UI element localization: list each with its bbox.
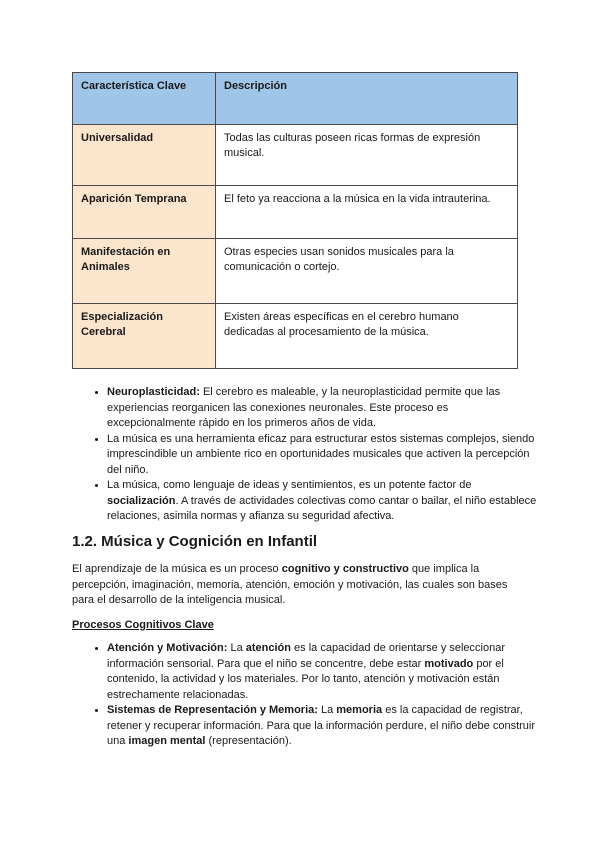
- list-item-text: La: [227, 642, 246, 654]
- table-header-row: [73, 73, 518, 125]
- list-item: [107, 641, 537, 703]
- list-item: [107, 703, 537, 750]
- bold-lead: Neuroplasticidad:: [107, 386, 200, 398]
- table-cell-key: Manifestación en Animales: [73, 239, 216, 304]
- table-cell-key: Aparición Temprana: [73, 186, 216, 239]
- list-item-text: La: [317, 704, 337, 716]
- bold-term: imagen mental: [128, 735, 206, 747]
- table-row: [73, 186, 518, 239]
- table-cell-key: Universalidad: [73, 125, 216, 186]
- table-cell-key: Especialización Cerebral: [73, 304, 216, 369]
- characteristics-table: [72, 72, 518, 369]
- bold-lead: Sistemas de Representación y Memoria:: [107, 704, 318, 716]
- section-intro-paragraph: [72, 562, 522, 609]
- table-cell-description: Todas las culturas poseen ricas formas de expresión musical.: [216, 125, 518, 186]
- table-cell-description: El feto ya reacciona a la música en la vida intrauterina.: [216, 186, 518, 239]
- list-item: [107, 432, 537, 479]
- table-row: [73, 239, 518, 304]
- list-item-text: La música, como lenguaje de ideas y sentimientos, es un potente factor de: [107, 479, 472, 491]
- list-item: [107, 478, 537, 525]
- list-item-text: El cerebro es maleable, y la neuroplasticidad permite que las experiencias reorganicen las conexiones neuronales. Este proceso es excepcionalmente rápido en los primeros años de vida.: [107, 386, 501, 429]
- table-cell-description: Existen áreas específicas en el cerebro humano dedicadas al procesamiento de la música.: [216, 304, 518, 369]
- list-item-text: es la capacidad de orientarse y seleccionar información sensorial. Para que el niño se concentre, debe estar: [107, 642, 506, 670]
- bold-lead: Atención y Motivación:: [107, 642, 228, 654]
- list-item-text: . A través de actividades colectivas como cantar o bailar, el niño establece relaciones, asimila normas y afianza su seguridad afectiva.: [107, 494, 537, 522]
- section-heading: 1.2. Música y Cognición en Infantil: [72, 533, 318, 550]
- table-row: [73, 304, 518, 369]
- intro-text: que implica la percepción, imaginación, memoria, atención, emoción y motivación, las cuales son bases para el desarrollo de la inteligencia musical.: [72, 563, 508, 606]
- subheading-cognitive-processes: Procesos Cognitivos Clave: [72, 619, 214, 631]
- table-cell-description: Otras especies usan sonidos musicales para la comunicación o cortejo.: [216, 239, 518, 304]
- list-item-text: (representación).: [205, 735, 292, 747]
- bold-term: socialización: [107, 494, 176, 507]
- list-item: [107, 385, 537, 432]
- bold-term: memoria: [336, 704, 383, 716]
- list-item-text: es la capacidad de registrar, retener y recuperar información. Para que la información perdure, el niño debe construir una: [107, 704, 536, 747]
- list-item-text: por el contenido, la actividad y los materiales. Por lo tanto, atención y motivación están estrechamente relacionadas.: [107, 657, 504, 701]
- bold-term: cognitivo y constructivo: [281, 563, 409, 575]
- bullet-list-processes: [92, 641, 537, 750]
- list-item-text: La música es una herramienta eficaz para estructurar estos sistemas complejos, siendo imprescindible un ambiente rico en oportunidades musicales que activen la percepción del niño.: [107, 432, 535, 476]
- table-row: [73, 125, 518, 186]
- table-header-key: Característica Clave: [73, 73, 216, 125]
- intro-text: El aprendizaje de la música es un proceso: [72, 563, 282, 575]
- bold-term: atención: [245, 642, 291, 654]
- table-header-description: Descripción: [216, 73, 518, 125]
- bold-term: motivado: [424, 657, 474, 670]
- bullet-list-neuro: [92, 385, 537, 525]
